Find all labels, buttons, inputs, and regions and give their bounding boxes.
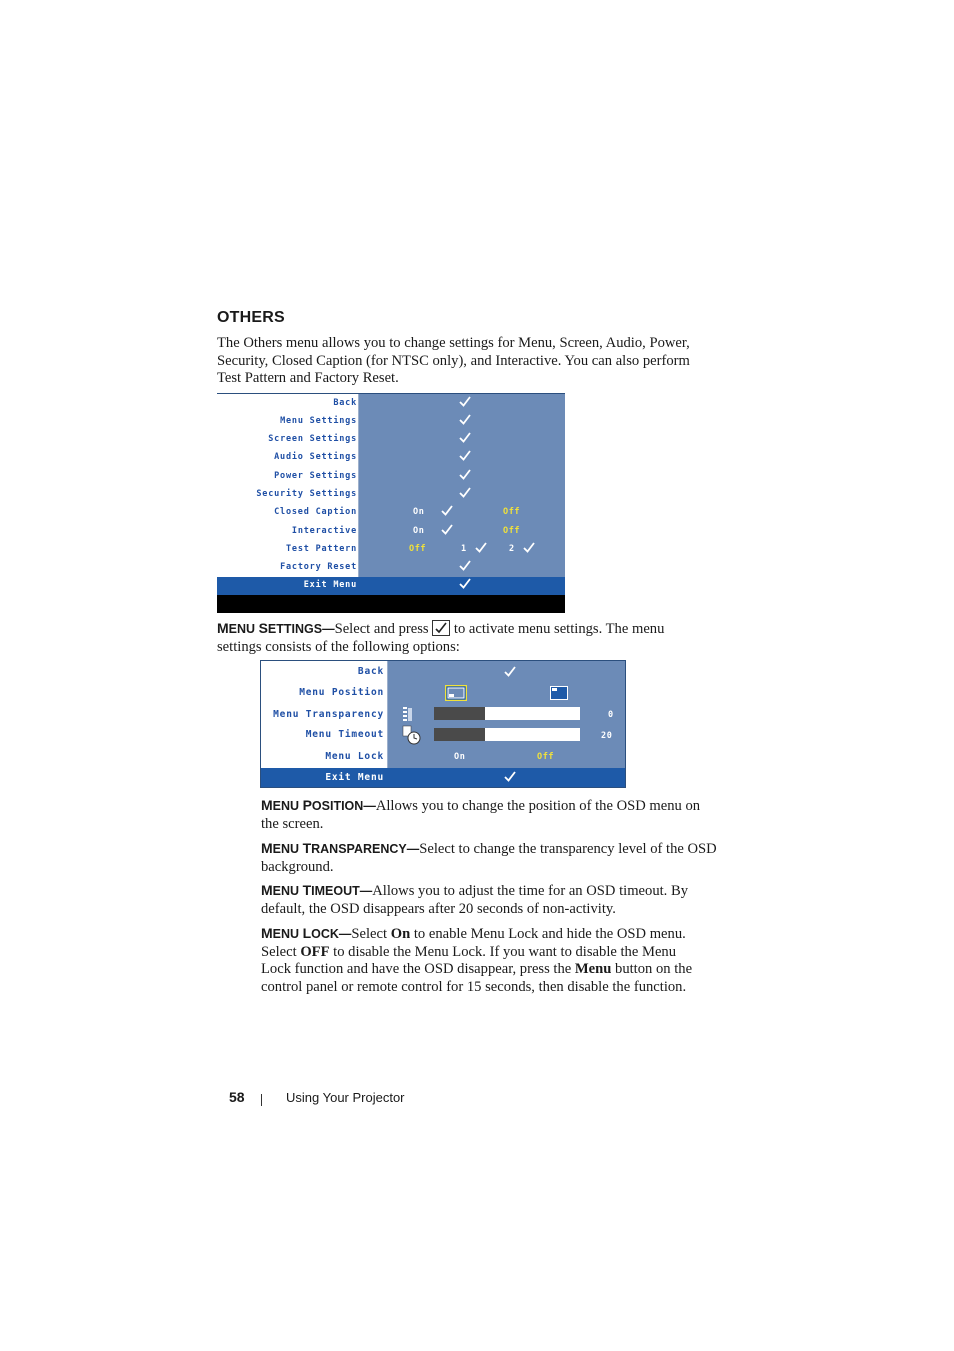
position-top-left-icon[interactable] bbox=[550, 686, 568, 700]
intro-line: The Others menu allows you to change settings for Menu, Screen, Audio, Power, bbox=[217, 335, 690, 351]
term: MENU LOCK— bbox=[261, 925, 352, 941]
intro-line: Test Pattern and Factory Reset. bbox=[217, 370, 399, 387]
osd-menu-settings bbox=[260, 660, 626, 788]
menu-lock-description bbox=[261, 925, 721, 996]
text-line: settings consists of the following options: bbox=[217, 638, 460, 655]
osd-item-exit-menu[interactable]: Exit Menu bbox=[303, 580, 357, 590]
checkmark-icon[interactable] bbox=[459, 396, 471, 407]
osd-scroll-bar bbox=[217, 595, 565, 613]
timeout-slider-fill bbox=[434, 728, 485, 741]
text: Select and press bbox=[334, 621, 429, 637]
intro-line: Security, Closed Caption (for NTSC only), and Interactive. You can also perform bbox=[217, 352, 690, 369]
osd-item-interactive[interactable]: Interactive bbox=[291, 526, 357, 536]
checkmark-icon[interactable] bbox=[504, 666, 516, 677]
transparency-slider-fill bbox=[434, 707, 485, 720]
menu-timeout-description bbox=[261, 882, 721, 918]
text-line: default, the OSD disappears after 20 seconds of non-activity. bbox=[261, 900, 616, 917]
osd-item-menu-settings[interactable]: Menu Settings bbox=[280, 416, 357, 426]
osd-item-screen-settings[interactable]: Screen Settings bbox=[268, 434, 357, 444]
text: to enable Menu Lock and hide the OSD menu. bbox=[410, 926, 686, 942]
text: to activate menu settings. The menu bbox=[453, 621, 665, 637]
checkmark-icon[interactable] bbox=[459, 450, 471, 461]
osd-item-exit-menu[interactable]: Exit Menu bbox=[325, 772, 384, 783]
osd-item-menu-position[interactable]: Menu Position bbox=[299, 687, 384, 698]
text: button on the bbox=[611, 961, 693, 978]
osd-item-audio-settings[interactable]: Audio Settings bbox=[274, 452, 357, 462]
osd-others-menu bbox=[217, 393, 565, 613]
text: Select bbox=[351, 926, 391, 942]
checkmark-icon[interactable] bbox=[459, 578, 471, 589]
test-pattern-1[interactable]: 1 bbox=[461, 544, 467, 554]
closed-caption-off[interactable]: Off bbox=[503, 507, 521, 517]
osd-item-test-pattern[interactable]: Test Pattern bbox=[285, 544, 357, 554]
checkmark-icon bbox=[441, 524, 453, 535]
text: Allows you to change the position of the OSD menu on bbox=[375, 798, 701, 814]
osd-item-menu-timeout[interactable]: Menu Timeout bbox=[305, 729, 384, 740]
text-line: control panel or remote control for 15 seconds, then disable the function. bbox=[261, 978, 687, 995]
transparency-slider[interactable] bbox=[434, 707, 580, 720]
intro-paragraph bbox=[217, 335, 690, 388]
osd-item-closed-caption[interactable]: Closed Caption bbox=[274, 507, 357, 517]
text: Select bbox=[261, 943, 301, 960]
transparency-icon bbox=[402, 706, 414, 722]
checkmark-icon[interactable] bbox=[459, 487, 471, 498]
term: MENU SETTINGS— bbox=[217, 620, 335, 636]
osd-item-menu-transparency[interactable]: Menu Transparency bbox=[273, 709, 384, 720]
term: MENU POSITION— bbox=[261, 797, 376, 813]
bold-text: On bbox=[390, 926, 411, 942]
menu-lock-on[interactable]: On bbox=[454, 752, 466, 762]
page-number: 58 bbox=[229, 1089, 245, 1105]
menu-position-description bbox=[261, 797, 721, 833]
interactive-on[interactable]: On bbox=[413, 526, 425, 536]
checkmark-icon[interactable] bbox=[459, 560, 471, 571]
menu-transparency-description bbox=[261, 840, 721, 876]
osd-item-menu-lock[interactable]: Menu Lock bbox=[325, 751, 384, 762]
test-pattern-2[interactable]: 2 bbox=[509, 544, 515, 554]
interactive-off[interactable]: Off bbox=[503, 526, 521, 536]
section-title: OTHERS bbox=[217, 309, 285, 326]
osd-item-power-settings[interactable]: Power Settings bbox=[274, 471, 357, 481]
text: to disable the Menu Lock. If you want to disable the Menu bbox=[329, 943, 677, 960]
menu-lock-off[interactable]: Off bbox=[537, 752, 555, 762]
term: MENU TRANSPARENCY— bbox=[261, 840, 420, 856]
timer-icon bbox=[402, 725, 422, 745]
osd-item-back[interactable]: Back bbox=[357, 666, 384, 677]
checkmark-icon bbox=[441, 505, 453, 516]
text-line: background. bbox=[261, 858, 334, 875]
text-line: the screen. bbox=[261, 815, 324, 832]
checkmark-icon bbox=[475, 542, 487, 553]
text: Select to change the transparency level of the OSD bbox=[419, 841, 717, 857]
checkmark-icon[interactable] bbox=[459, 414, 471, 425]
osd-item-factory-reset[interactable]: Factory Reset bbox=[280, 562, 357, 572]
term: MENU TIMEOUT— bbox=[261, 882, 373, 898]
chapter-title: Using Your Projector bbox=[286, 1090, 405, 1105]
osd-exit-bar[interactable] bbox=[261, 768, 625, 787]
osd-exit-bar[interactable] bbox=[217, 577, 565, 595]
menu-settings-paragraph bbox=[217, 620, 717, 656]
timeout-slider[interactable] bbox=[434, 728, 580, 741]
checkmark-icon bbox=[523, 542, 535, 553]
checkmark-icon[interactable] bbox=[459, 469, 471, 480]
test-pattern-off[interactable]: Off bbox=[409, 544, 427, 554]
osd-item-back[interactable]: Back bbox=[333, 398, 357, 408]
position-center-icon[interactable] bbox=[445, 685, 467, 701]
text: Allows you to adjust the time for an OSD timeout. By bbox=[372, 883, 689, 899]
checkmark-icon[interactable] bbox=[504, 771, 516, 782]
text: Lock function and have the OSD disappear, press the bbox=[261, 961, 575, 978]
bold-text: Menu bbox=[574, 961, 612, 978]
transparency-value: 0 bbox=[608, 710, 614, 720]
closed-caption-on[interactable]: On bbox=[413, 507, 425, 517]
timeout-value: 20 bbox=[601, 731, 613, 741]
enter-checkmark-button-icon bbox=[432, 620, 450, 636]
checkmark-icon[interactable] bbox=[459, 432, 471, 443]
bold-text: OFF bbox=[300, 943, 330, 960]
osd-item-security-settings[interactable]: Security Settings bbox=[256, 489, 357, 499]
footer-divider bbox=[261, 1094, 262, 1106]
